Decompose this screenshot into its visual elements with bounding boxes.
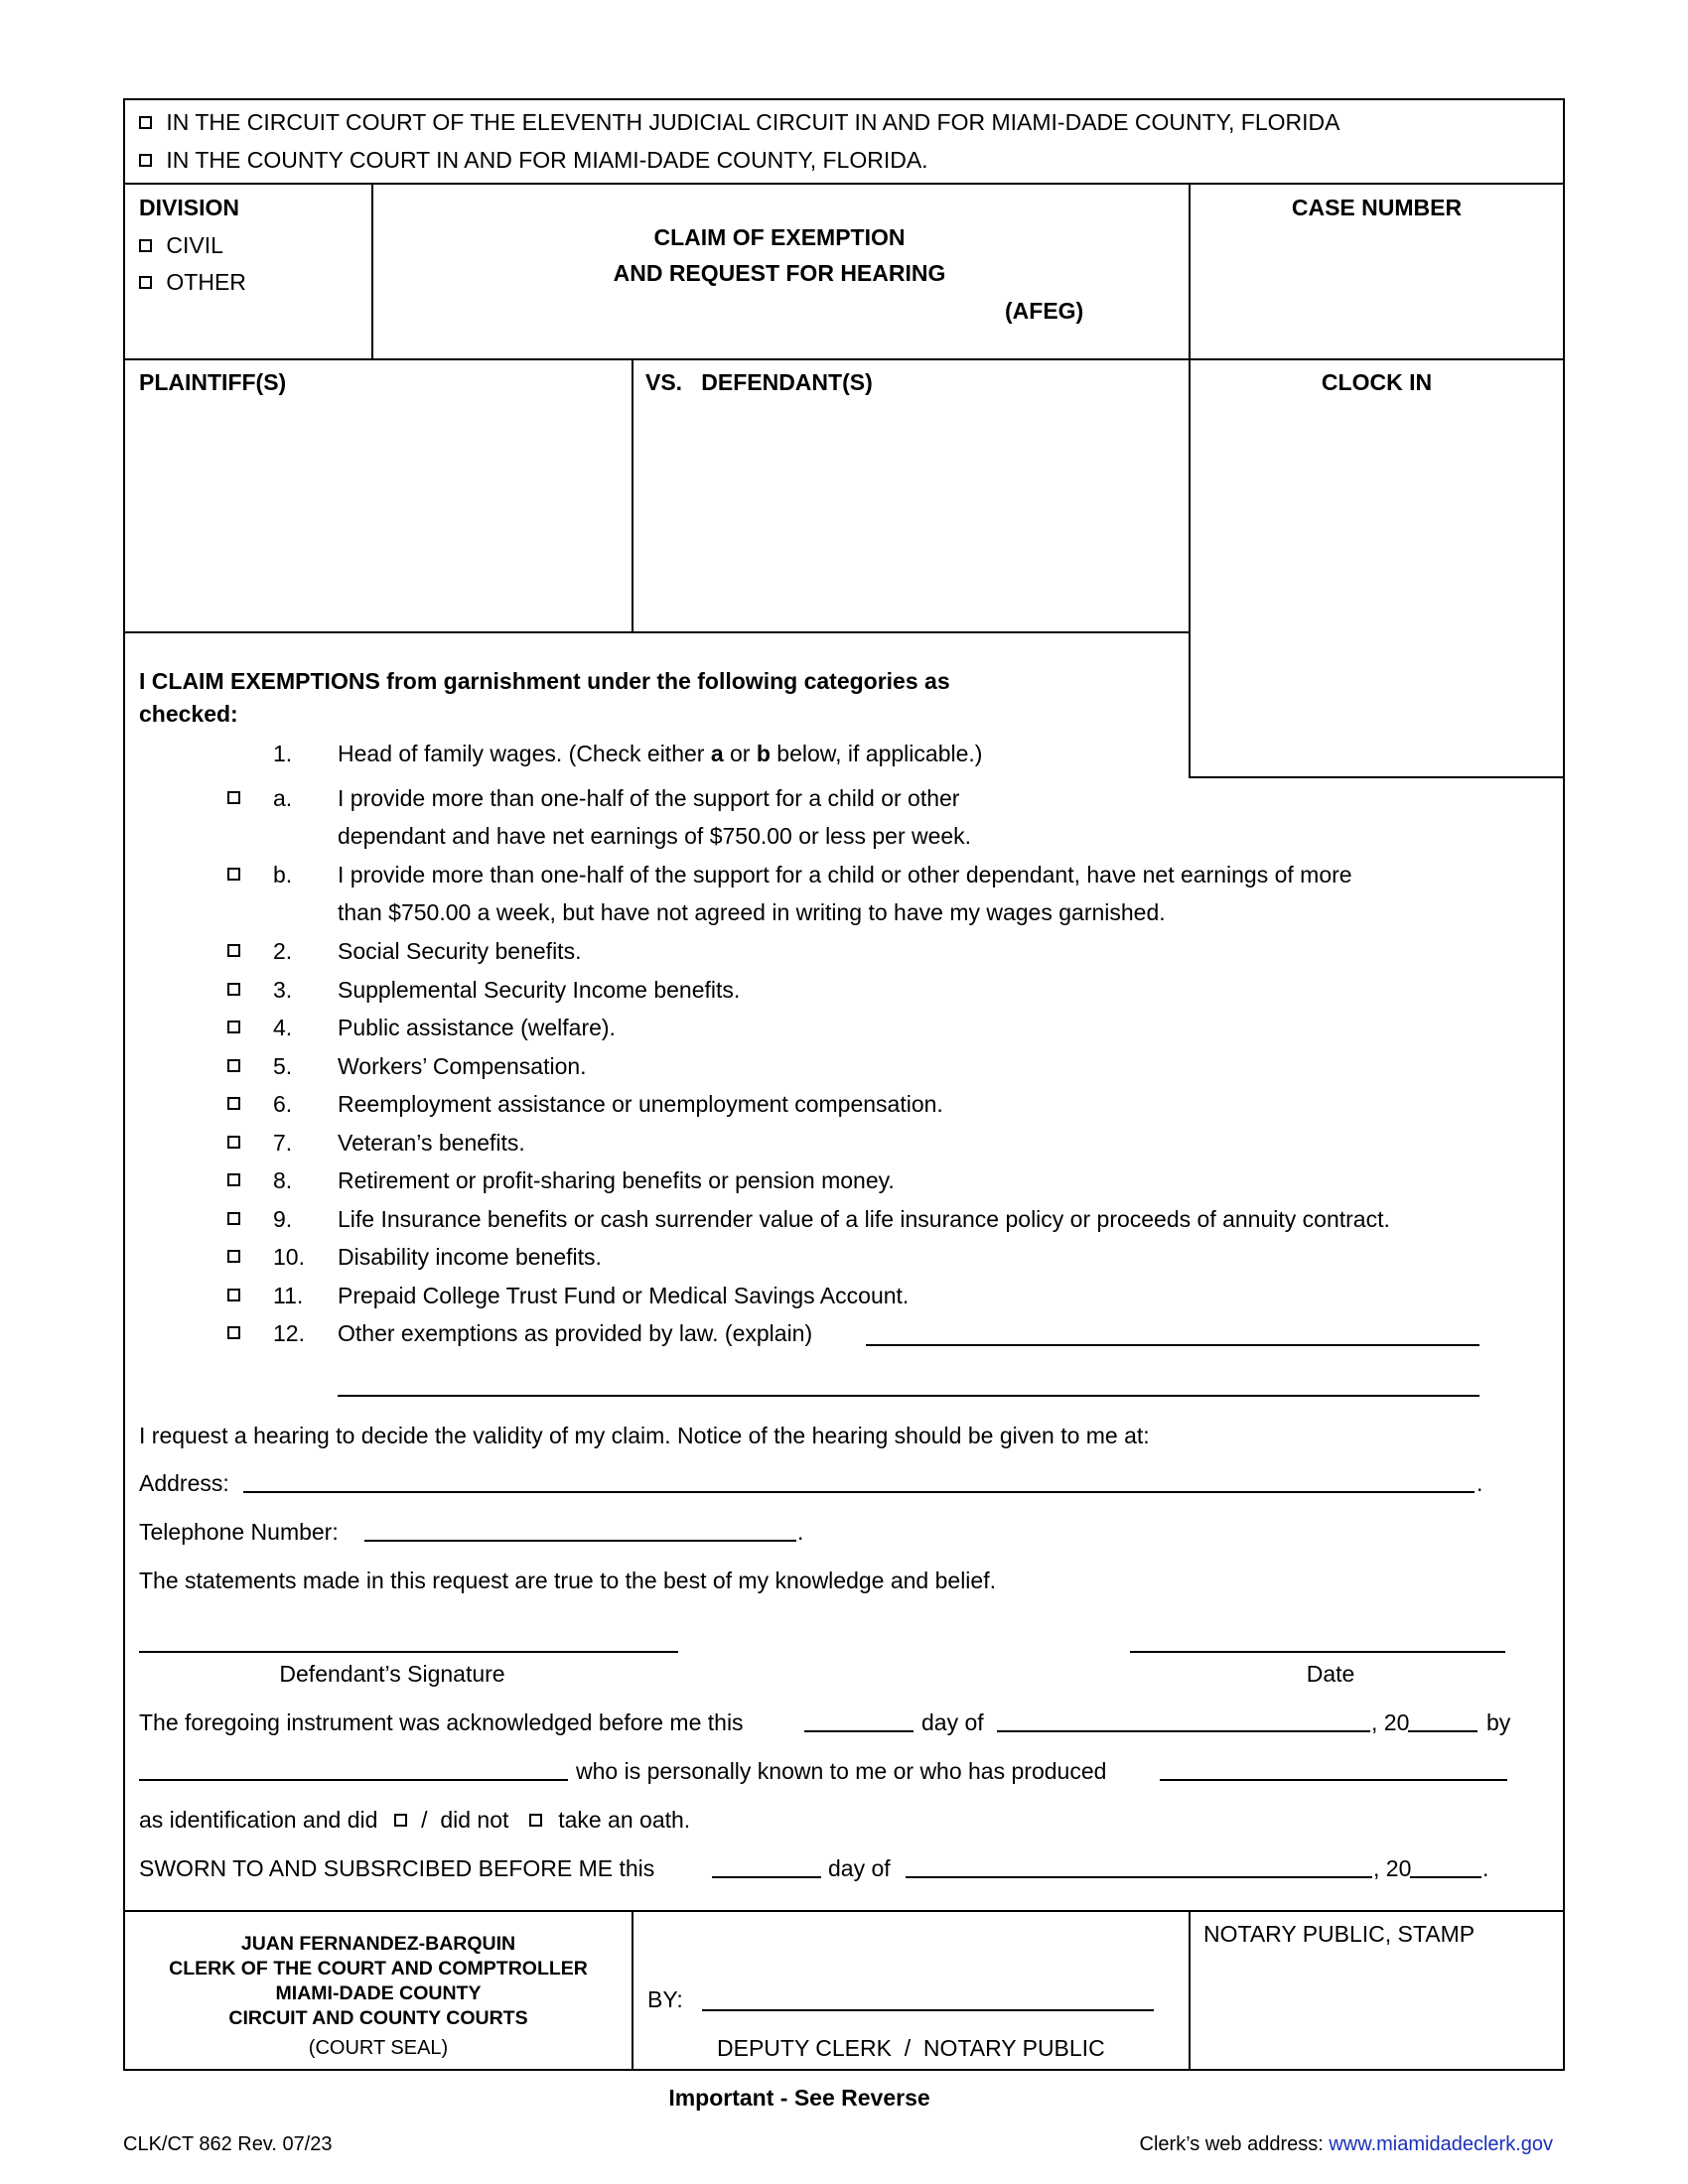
deputy-signature-field[interactable] [702, 2009, 1154, 2011]
deputy-clerk-label: DEPUTY CLERK / NOTARY PUBLIC [717, 2035, 1105, 2061]
exemption-marker: 5. [273, 1053, 293, 1079]
clerk-title: CLERK OF THE COURT AND COMPTROLLER [169, 1958, 588, 1979]
form-title-line2: AND REQUEST FOR HEARING [613, 260, 946, 286]
checkbox-exemption-12[interactable] [227, 1326, 240, 1339]
divider-plaintiff [632, 358, 633, 632]
checkbox-exemption-9[interactable] [227, 1212, 240, 1225]
sworn-year-field[interactable] [1410, 1876, 1481, 1878]
exemption-marker: 7. [273, 1130, 293, 1156]
exemption-text: Retirement or profit-sharing benefits or pension money. [338, 1167, 895, 1193]
checkbox-exemption-4[interactable] [227, 1021, 240, 1033]
explain-field-line2[interactable] [338, 1395, 1479, 1397]
checkbox-exemption-10[interactable] [227, 1250, 240, 1263]
ack-line1-text: The foregoing instrument was acknowledged before me this [139, 1709, 744, 1735]
divider-clerk [123, 1910, 1565, 1912]
defendant-label: VS. DEFENDANT(S) [645, 369, 873, 395]
form-title-line1: CLAIM OF EXEMPTION [653, 224, 906, 250]
exemption-text: Public assistance (welfare). [338, 1015, 616, 1040]
clerk-county: MIAMI-DADE COUNTY [275, 1982, 482, 2004]
checkbox-exemption-3[interactable] [227, 983, 240, 996]
checkbox-county-court[interactable] [139, 154, 152, 167]
frame-bottom [123, 2069, 1565, 2071]
checkbox-exemption-7[interactable] [227, 1136, 240, 1149]
exemption-text: Veteran’s benefits. [338, 1130, 525, 1156]
exemption-marker: 8. [273, 1167, 293, 1193]
ack-year-prefix: , 20 [1371, 1709, 1410, 1735]
clerk-courts: CIRCUIT AND COUNTY COURTS [228, 2007, 528, 2029]
defendant-field[interactable] [643, 402, 1180, 620]
date-label: Date [1306, 1661, 1355, 1687]
sworn-period: . [1482, 1855, 1489, 1881]
clock-in-area [1201, 402, 1554, 769]
exemption-text: Disability income benefits. [338, 1244, 602, 1270]
exemption-text: I provide more than one-half of the support for a child or other [338, 785, 960, 811]
hearing-request-statement: I request a hearing to decide the validity of my claim. Notice of the hearing should be given to me at: [139, 1423, 1150, 1448]
ack-person-name-field[interactable] [139, 1779, 568, 1781]
checkbox-exemption-11[interactable] [227, 1289, 240, 1301]
exemption-text: Life Insurance benefits or cash surrender value of a life insurance policy or proceeds of annuity contract. [338, 1206, 1390, 1232]
sworn-day-field[interactable] [712, 1876, 821, 1878]
sworn-month-field[interactable] [906, 1876, 1372, 1878]
exemption-marker: 3. [273, 977, 293, 1003]
exemption-text: than $750.00 a week, but have not agreed in writing to have my wages garnished. [338, 899, 1166, 925]
exemption-text: dependant and have net earnings of $750.00 or less per week. [338, 823, 972, 849]
checkbox-circuit-court[interactable] [139, 116, 152, 129]
ack-year-field[interactable] [1408, 1730, 1477, 1732]
checkbox-oath-did[interactable] [394, 1814, 407, 1827]
ack-identification-field[interactable] [1160, 1779, 1507, 1781]
important-see-reverse: Important - See Reverse [668, 2085, 930, 2111]
divider-parties [123, 631, 1191, 633]
phone-field[interactable] [364, 1540, 796, 1542]
notary-stamp-area [1201, 1956, 1554, 2060]
exemption-marker: 6. [273, 1091, 293, 1117]
exemption-marker: 2. [273, 938, 293, 964]
exemption-head-of-family: Head of family wages. (Check either a or b below, if applicable.) [338, 741, 983, 766]
sworn-year-prefix: , 20 [1373, 1855, 1412, 1881]
divider-division [371, 183, 373, 359]
exemption-marker: b. [273, 862, 293, 887]
division-heading: DIVISION [139, 195, 239, 220]
form-code-footer: CLK/CT 862 Rev. 07/23 [123, 2133, 333, 2155]
divider-clockin-bottom [1190, 776, 1565, 778]
truth-statement: The statements made in this request are true to the best of my knowledge and belief. [139, 1568, 996, 1593]
sworn-day-of-label: day of [828, 1855, 891, 1881]
exemption-text: I provide more than one-half of the support for a child or other dependant, have net earnings of more [338, 862, 1352, 887]
sworn-text: SWORN TO AND SUBSRCIBED BEFORE ME this [139, 1855, 655, 1881]
checkbox-exemption-b[interactable] [227, 868, 240, 881]
web-address [1140, 2134, 1553, 2154]
exemption-marker: 4. [273, 1015, 293, 1040]
divider-case-number [1189, 183, 1191, 778]
checkbox-exemption-6[interactable] [227, 1097, 240, 1110]
exemption-text: Social Security benefits. [338, 938, 582, 964]
ack-by-label: by [1486, 1709, 1511, 1735]
exemption-marker: 9. [273, 1206, 293, 1232]
court-option-label: IN THE COUNTY COURT IN AND FOR MIAMI-DADE COUNTY, FLORIDA. [166, 147, 928, 173]
clerk-name: JUAN FERNANDEZ-BARQUIN [240, 1933, 516, 1955]
exemption-text: Other exemptions as provided by law. (explain) [338, 1320, 813, 1346]
checkbox-exemption-5[interactable] [227, 1059, 240, 1072]
frame-right [1563, 98, 1565, 2071]
court-option-label: IN THE CIRCUIT COURT OF THE ELEVENTH JUDICIAL CIRCUIT IN AND FOR MIAMI-DADE COUNTY, FLORIDA [166, 109, 1340, 135]
defendant-signature-field[interactable] [139, 1651, 678, 1653]
court-option-county[interactable] [139, 149, 928, 172]
ack-line3: as identification and did / did not take an oath. [139, 1807, 691, 1833]
notary-stamp-label: NOTARY PUBLIC, STAMP [1203, 1921, 1476, 1947]
address-field[interactable] [243, 1491, 1475, 1493]
explain-field-line1[interactable] [866, 1344, 1479, 1346]
exemption-text: Reemployment assistance or unemployment compensation. [338, 1091, 943, 1117]
web-address-label: Clerk’s web address: [1139, 2133, 1330, 2155]
exemptions-intro-line2: checked: [139, 701, 238, 727]
ack-line2-text: who is personally known to me or who has produced [576, 1758, 1107, 1784]
checkbox-exemption-2[interactable] [227, 944, 240, 957]
exemption-head-of-family-number: 1. [273, 741, 293, 766]
checkbox-exemption-8[interactable] [227, 1173, 240, 1186]
division-option-other[interactable]: OTHER [139, 271, 246, 294]
clerk-info [125, 1932, 632, 2031]
defendant-signature-label: Defendant’s Signature [279, 1661, 505, 1687]
divider-clerk-col1 [632, 1910, 633, 2071]
date-field[interactable] [1130, 1651, 1505, 1653]
plaintiff-label: PLAINTIFF(S) [139, 369, 287, 395]
checkbox-civil[interactable] [139, 239, 152, 252]
phone-label: Telephone Number: [139, 1519, 339, 1545]
exemption-text: Prepaid College Trust Fund or Medical Savings Account. [338, 1283, 910, 1308]
phone-period: . [797, 1519, 804, 1545]
court-option-circuit[interactable] [139, 111, 1339, 134]
divider-court [123, 183, 1565, 185]
plaintiff-field[interactable] [134, 402, 621, 620]
division-option-civil[interactable]: CIVIL [139, 234, 223, 257]
divider-header [123, 358, 1565, 360]
by-label: BY: [647, 1986, 683, 2012]
exemption-marker: 10. [273, 1244, 305, 1270]
address-period: . [1477, 1470, 1483, 1496]
exemption-text: Workers’ Compensation. [338, 1053, 587, 1079]
court-seal-label: (COURT SEAL) [308, 2037, 449, 2059]
checkbox-exemption-a[interactable] [227, 791, 240, 804]
clock-in-label: CLOCK IN [1321, 369, 1433, 395]
form-code: (AFEG) [1005, 298, 1084, 324]
case-number-label: CASE NUMBER [1291, 195, 1463, 220]
exemption-text: Supplemental Security Income benefits. [338, 977, 741, 1003]
ack-month-field[interactable] [997, 1730, 1370, 1732]
frame-left [123, 98, 125, 2071]
exemption-marker: 12. [273, 1320, 305, 1346]
checkbox-oath-did-not[interactable] [529, 1814, 542, 1827]
address-label: Address: [139, 1470, 229, 1496]
ack-day-field[interactable] [804, 1730, 914, 1732]
case-number-field[interactable] [1201, 228, 1554, 347]
ack-day-of-label: day of [921, 1709, 984, 1735]
exemptions-intro: I CLAIM EXEMPTIONS from garnishment under the following categories as [139, 668, 950, 694]
exemption-marker: 11. [273, 1283, 304, 1308]
divider-clerk-col2 [1189, 1910, 1191, 2071]
checkbox-other[interactable] [139, 276, 152, 289]
exemption-marker: a. [273, 785, 293, 811]
frame-top [123, 98, 1565, 100]
web-address-link[interactable]: www.miamidadeclerk.gov [1329, 2133, 1553, 2155]
